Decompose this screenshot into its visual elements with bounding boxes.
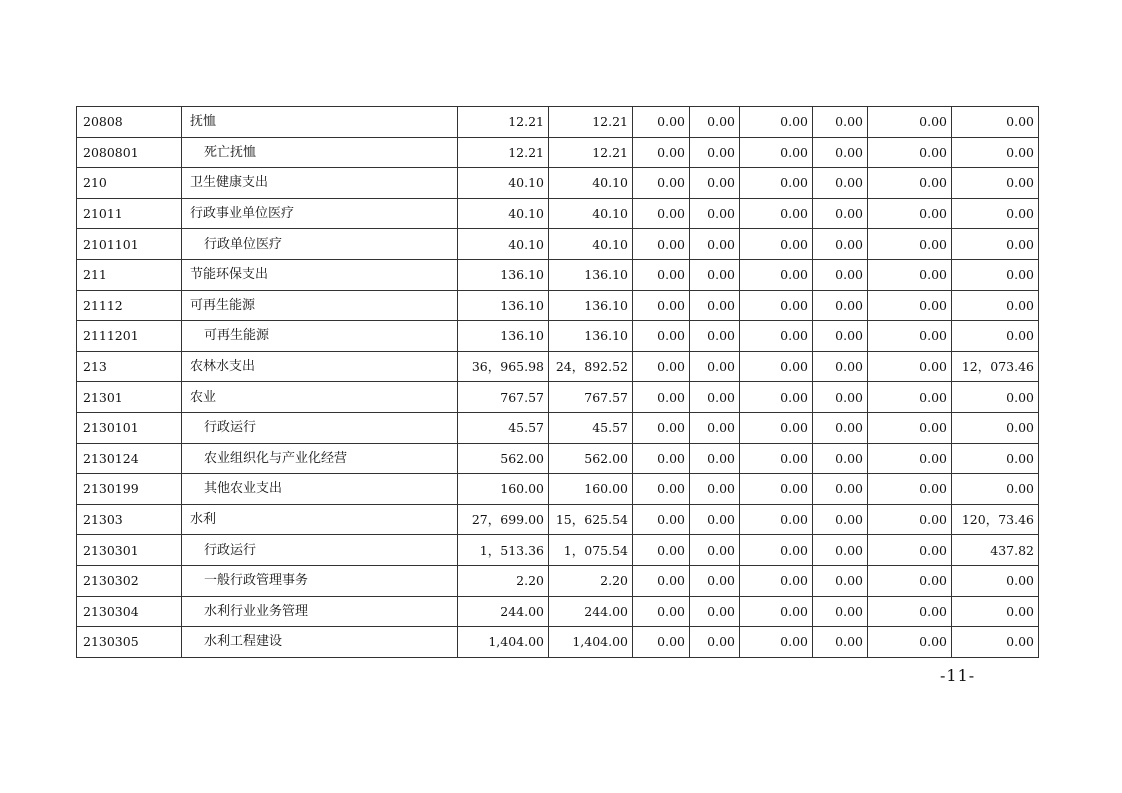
- row-value-cell: 0.00: [690, 535, 740, 566]
- row-value-cell: 0.00: [740, 107, 813, 138]
- row-value-cell: 562.00: [458, 443, 549, 474]
- row-value-cell: 0.00: [813, 565, 868, 596]
- row-value-cell: 160.00: [458, 474, 549, 505]
- table-row: [77, 137, 1039, 168]
- row-value-cell: 0.00: [813, 107, 868, 138]
- row-name-cell: 可再生能源: [182, 290, 458, 321]
- row-value-cell: 0.00: [633, 474, 690, 505]
- row-value-cell: 12，073.46: [952, 351, 1039, 382]
- row-value-cell: 136.10: [458, 259, 549, 290]
- row-value-cell: 0.00: [633, 198, 690, 229]
- row-value-cell: 0.00: [868, 412, 952, 443]
- row-value-cell: 0.00: [813, 504, 868, 535]
- row-name-cell: 水利行业业务管理: [182, 596, 458, 627]
- row-name-cell: 水利: [182, 504, 458, 535]
- row-value-cell: 0.00: [952, 321, 1039, 352]
- row-value-cell: 40.10: [549, 198, 633, 229]
- row-value-cell: 0.00: [690, 259, 740, 290]
- row-code-cell: 213: [77, 351, 182, 382]
- row-name-cell: 一般行政管理事务: [182, 565, 458, 596]
- row-value-cell: 0.00: [740, 321, 813, 352]
- row-name-cell: 行政单位医疗: [182, 229, 458, 260]
- row-value-cell: 12.21: [549, 137, 633, 168]
- table-row: [77, 198, 1039, 229]
- row-value-cell: 0.00: [633, 137, 690, 168]
- row-value-cell: 40.10: [458, 198, 549, 229]
- row-value-cell: 0.00: [868, 504, 952, 535]
- row-value-cell: 27，699.00: [458, 504, 549, 535]
- row-name-cell: 行政运行: [182, 412, 458, 443]
- row-value-cell: 0.00: [740, 535, 813, 566]
- row-value-cell: 2.20: [549, 565, 633, 596]
- row-value-cell: 0.00: [690, 443, 740, 474]
- row-value-cell: 0.00: [813, 168, 868, 199]
- row-value-cell: 0.00: [633, 351, 690, 382]
- row-value-cell: 0.00: [952, 443, 1039, 474]
- table-body: [77, 107, 1039, 658]
- row-name-cell: 节能环保支出: [182, 259, 458, 290]
- table-row: [77, 229, 1039, 260]
- row-value-cell: 45.57: [549, 412, 633, 443]
- row-value-cell: 0.00: [690, 198, 740, 229]
- row-value-cell: 0.00: [633, 565, 690, 596]
- row-value-cell: 0.00: [690, 596, 740, 627]
- budget-table: [76, 106, 1039, 658]
- row-value-cell: 0.00: [690, 474, 740, 505]
- row-value-cell: 0.00: [952, 627, 1039, 658]
- row-value-cell: 0.00: [952, 107, 1039, 138]
- row-value-cell: 136.10: [458, 290, 549, 321]
- row-value-cell: 0.00: [633, 596, 690, 627]
- row-value-cell: 40.10: [458, 168, 549, 199]
- row-value-cell: 0.00: [813, 596, 868, 627]
- row-value-cell: 0.00: [690, 229, 740, 260]
- row-value-cell: 0.00: [868, 351, 952, 382]
- row-value-cell: 0.00: [813, 137, 868, 168]
- row-value-cell: 136.10: [549, 321, 633, 352]
- row-value-cell: 0.00: [740, 137, 813, 168]
- row-value-cell: 0.00: [868, 107, 952, 138]
- row-value-cell: 0.00: [868, 596, 952, 627]
- row-value-cell: 0.00: [813, 198, 868, 229]
- row-value-cell: 0.00: [868, 627, 952, 658]
- row-value-cell: 0.00: [690, 137, 740, 168]
- row-value-cell: 0.00: [740, 504, 813, 535]
- row-value-cell: 0.00: [740, 168, 813, 199]
- row-value-cell: 0.00: [690, 290, 740, 321]
- row-value-cell: 0.00: [690, 565, 740, 596]
- row-value-cell: 0.00: [868, 382, 952, 413]
- row-value-cell: 0.00: [740, 382, 813, 413]
- row-value-cell: 0.00: [813, 351, 868, 382]
- row-value-cell: 0.00: [740, 198, 813, 229]
- row-value-cell: 0.00: [690, 382, 740, 413]
- row-value-cell: 136.10: [458, 321, 549, 352]
- row-code-cell: 2130199: [77, 474, 182, 505]
- row-value-cell: 36，965.98: [458, 351, 549, 382]
- row-value-cell: 0.00: [633, 321, 690, 352]
- row-value-cell: 15，625.54: [549, 504, 633, 535]
- row-code-cell: 210: [77, 168, 182, 199]
- row-code-cell: 21301: [77, 382, 182, 413]
- row-value-cell: 0.00: [868, 259, 952, 290]
- table-row: [77, 596, 1039, 627]
- row-value-cell: 0.00: [740, 259, 813, 290]
- row-name-cell: 行政事业单位医疗: [182, 198, 458, 229]
- row-value-cell: 136.10: [549, 290, 633, 321]
- row-value-cell: 0.00: [813, 474, 868, 505]
- row-value-cell: 0.00: [952, 259, 1039, 290]
- row-value-cell: 0.00: [952, 198, 1039, 229]
- row-value-cell: 0.00: [952, 168, 1039, 199]
- row-code-cell: 2130304: [77, 596, 182, 627]
- row-value-cell: 0.00: [813, 321, 868, 352]
- row-value-cell: 0.00: [690, 321, 740, 352]
- row-value-cell: 1,404.00: [458, 627, 549, 658]
- row-value-cell: 0.00: [690, 627, 740, 658]
- row-name-cell: 行政运行: [182, 535, 458, 566]
- row-name-cell: 农业组织化与产业化经营: [182, 443, 458, 474]
- row-value-cell: 0.00: [633, 168, 690, 199]
- row-value-cell: 0.00: [868, 229, 952, 260]
- row-value-cell: 0.00: [868, 535, 952, 566]
- row-value-cell: 0.00: [690, 504, 740, 535]
- row-code-cell: 21112: [77, 290, 182, 321]
- row-value-cell: 0.00: [633, 382, 690, 413]
- row-value-cell: 2.20: [458, 565, 549, 596]
- row-value-cell: 0.00: [740, 229, 813, 260]
- table-row: [77, 535, 1039, 566]
- row-value-cell: 0.00: [690, 412, 740, 443]
- table-row: [77, 107, 1039, 138]
- row-code-cell: 2130301: [77, 535, 182, 566]
- row-value-cell: 160.00: [549, 474, 633, 505]
- row-name-cell: 水利工程建设: [182, 627, 458, 658]
- row-code-cell: 2101101: [77, 229, 182, 260]
- row-value-cell: 12.21: [458, 107, 549, 138]
- row-value-cell: 244.00: [458, 596, 549, 627]
- table-row: [77, 168, 1039, 199]
- row-value-cell: 0.00: [868, 565, 952, 596]
- row-value-cell: 0.00: [868, 474, 952, 505]
- table-row: [77, 443, 1039, 474]
- row-code-cell: 20808: [77, 107, 182, 138]
- row-code-cell: 2130124: [77, 443, 182, 474]
- row-value-cell: 0.00: [740, 351, 813, 382]
- table-row: [77, 474, 1039, 505]
- row-value-cell: 0.00: [740, 474, 813, 505]
- table-row: [77, 259, 1039, 290]
- row-value-cell: 0.00: [813, 259, 868, 290]
- row-value-cell: 0.00: [868, 443, 952, 474]
- table-row: [77, 412, 1039, 443]
- row-name-cell: 死亡抚恤: [182, 137, 458, 168]
- table-row: [77, 627, 1039, 658]
- row-value-cell: 1，513.36: [458, 535, 549, 566]
- row-value-cell: 0.00: [813, 229, 868, 260]
- row-value-cell: 767.57: [549, 382, 633, 413]
- row-value-cell: 0.00: [952, 382, 1039, 413]
- row-value-cell: 0.00: [633, 229, 690, 260]
- row-code-cell: 21303: [77, 504, 182, 535]
- row-value-cell: 0.00: [740, 290, 813, 321]
- table-row: [77, 290, 1039, 321]
- row-value-cell: 0.00: [813, 290, 868, 321]
- row-name-cell: 其他农业支出: [182, 474, 458, 505]
- row-value-cell: 0.00: [633, 443, 690, 474]
- row-value-cell: 0.00: [952, 290, 1039, 321]
- row-value-cell: 0.00: [813, 382, 868, 413]
- row-value-cell: 0.00: [868, 168, 952, 199]
- row-code-cell: 2130302: [77, 565, 182, 596]
- row-value-cell: 12.21: [458, 137, 549, 168]
- row-value-cell: 0.00: [690, 107, 740, 138]
- row-value-cell: 0.00: [952, 229, 1039, 260]
- row-value-cell: 1,404.00: [549, 627, 633, 658]
- row-value-cell: 0.00: [633, 504, 690, 535]
- row-value-cell: 0.00: [690, 351, 740, 382]
- row-value-cell: 0.00: [952, 596, 1039, 627]
- row-value-cell: 136.10: [549, 259, 633, 290]
- row-value-cell: 0.00: [633, 290, 690, 321]
- row-value-cell: 12.21: [549, 107, 633, 138]
- row-code-cell: 21011: [77, 198, 182, 229]
- row-value-cell: 0.00: [740, 627, 813, 658]
- row-value-cell: 244.00: [549, 596, 633, 627]
- row-value-cell: 40.10: [549, 229, 633, 260]
- row-name-cell: 可再生能源: [182, 321, 458, 352]
- row-value-cell: 0.00: [633, 412, 690, 443]
- table-row: [77, 565, 1039, 596]
- row-value-cell: 40.10: [458, 229, 549, 260]
- row-value-cell: 24，892.52: [549, 351, 633, 382]
- row-code-cell: 2111201: [77, 321, 182, 352]
- table-row: [77, 351, 1039, 382]
- row-value-cell: 0.00: [690, 168, 740, 199]
- row-value-cell: 0.00: [952, 137, 1039, 168]
- row-value-cell: 0.00: [633, 259, 690, 290]
- row-value-cell: 1，075.54: [549, 535, 633, 566]
- row-value-cell: 0.00: [952, 474, 1039, 505]
- row-value-cell: 0.00: [740, 412, 813, 443]
- row-value-cell: 0.00: [633, 535, 690, 566]
- row-value-cell: 0.00: [868, 290, 952, 321]
- row-value-cell: 0.00: [868, 321, 952, 352]
- row-value-cell: 0.00: [813, 535, 868, 566]
- row-value-cell: 0.00: [813, 443, 868, 474]
- row-value-cell: 120，73.46: [952, 504, 1039, 535]
- row-code-cell: 2130305: [77, 627, 182, 658]
- row-value-cell: 0.00: [740, 565, 813, 596]
- table-row: [77, 321, 1039, 352]
- row-value-cell: 0.00: [952, 565, 1039, 596]
- row-value-cell: 0.00: [740, 443, 813, 474]
- row-name-cell: 抚恤: [182, 107, 458, 138]
- row-value-cell: 767.57: [458, 382, 549, 413]
- row-value-cell: 40.10: [549, 168, 633, 199]
- row-code-cell: 2130101: [77, 412, 182, 443]
- table-row: [77, 382, 1039, 413]
- row-name-cell: 农林水支出: [182, 351, 458, 382]
- row-value-cell: 0.00: [868, 198, 952, 229]
- row-name-cell: 农业: [182, 382, 458, 413]
- row-value-cell: 0.00: [868, 137, 952, 168]
- row-value-cell: 0.00: [633, 627, 690, 658]
- row-value-cell: 0.00: [633, 107, 690, 138]
- row-value-cell: 437.82: [952, 535, 1039, 566]
- page-number: -11-: [940, 666, 976, 685]
- row-value-cell: 0.00: [813, 412, 868, 443]
- row-code-cell: 2080801: [77, 137, 182, 168]
- row-value-cell: 0.00: [813, 627, 868, 658]
- row-value-cell: 562.00: [549, 443, 633, 474]
- table-row: [77, 504, 1039, 535]
- row-value-cell: 0.00: [740, 596, 813, 627]
- row-value-cell: 45.57: [458, 412, 549, 443]
- row-name-cell: 卫生健康支出: [182, 168, 458, 199]
- row-code-cell: 211: [77, 259, 182, 290]
- row-value-cell: 0.00: [952, 412, 1039, 443]
